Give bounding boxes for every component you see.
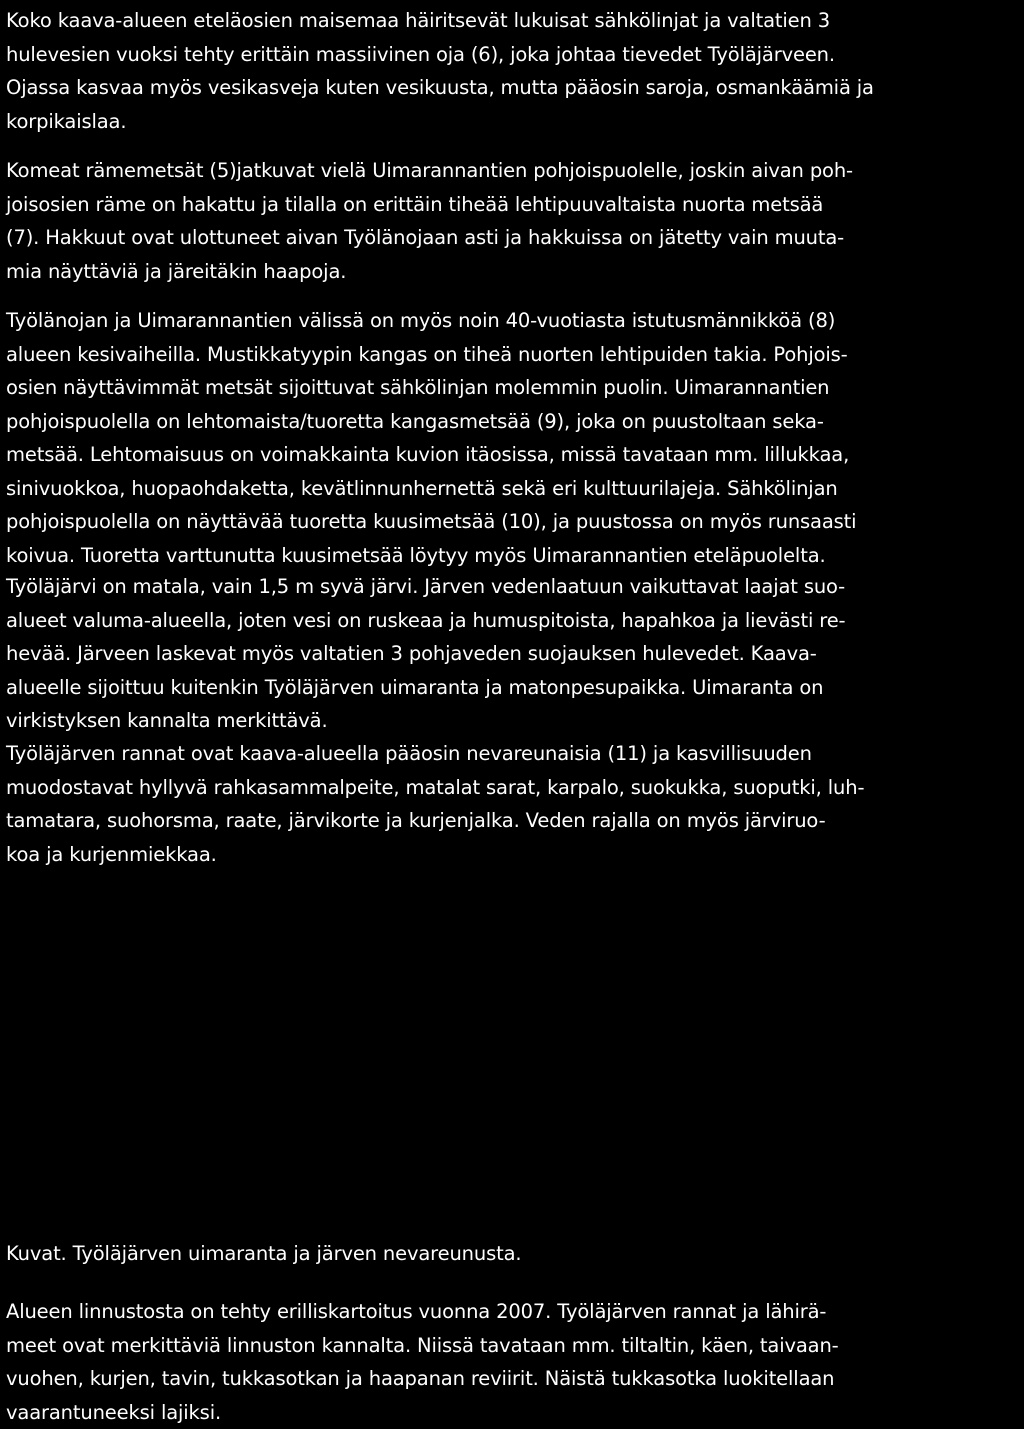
photo-area xyxy=(6,880,1018,1220)
paragraph-pine-bog-forests: Komeat rämemetsät (5)jatkuvat vielä Uimarannantien pohjoispuolelle, joskin aivan poh- joisosien räme on hakattu ja tilalla on erittäin tiheää lehtipuuvaltaista nuorta metsää (7). Hakkuut ovat ulottuneet aivan Työlänojaan asti ja hakkuissa on jätetty vain muuta- mia näyttäviä ja järeitäkin haapoja. xyxy=(6,159,853,283)
paragraph-lake-shores: Työläjärven rannat ovat kaava-alueella pääosin nevareunaisia (11) ja kasvillisuuden muodostavat hyllyvä rahkasammalpeite, matalat sarat, karpalo, suokukka, suoputki, luh- tamatara, suohorsma, raate, järvikorte ja kurjenjalka. Veden rajalla on myös järviruo- koa ja kurjenmiekkaa. xyxy=(6,742,865,866)
paragraph-pine-plantation: Työlänojan ja Uimarannantien välissä on myös noin 40-vuotiasta istutusmännikköä (8) alueen kesivaiheilla. Mustikkatyypin kangas on tiheä nuorten lehtipuiden takia. Pohjois- osien näyttävimmät metsät sijoittuvat sähkölinjan molemmin puolin. Uimarannantien pohjoispuolella on lehtomaista/tuoretta kangasmetsää (9), joka on puustoltaan seka- metsää. Lehtomaisuus on voimakkainta kuvion itäosissa, missä tavataan mm. lillukkaa, sinivuokkoa, huopaohdaketta, kevätlinnunhernettä sekä eri kulttuurilajeja. Sähkölinjan pohjoispuolella on näyttävää tuoretta kuusimetsää (10), ja puustossa on myös runsaasti koivua. Tuoretta varttunutta kuusimetsää löytyy myös Uimarannantien eteläpuolelta. xyxy=(6,309,857,567)
figure-caption: Kuvat. Työläjärven uimaranta ja järven nevareunusta. xyxy=(6,1242,522,1265)
paragraph-landscape-south: Koko kaava-alueen eteläosien maisemaa häiritsevät lukuisat sähkölinjat ja valtatien 3 hulevesien vuoksi tehty erittäin massiivinen oja (6), joka johtaa tievedet Työläjärveen. Ojassa kasvaa myös vesikasveja kuten vesikuusta, mutta pääosin saroja, osmankäämiä ja korpikaislaa. xyxy=(6,9,874,133)
paragraph-birdlife: Alueen linnustosta on tehty erilliskartoitus vuonna 2007. Työläjärven rannat ja lähirä- meet ovat merkittäviä linnuston kannalta. Niissä tavataan mm. tiltaltin, käen, taivaan- vuohen, kurjen, tavin, tukkasotkan ja haapanan reviirit. Näistä tukkasotka luokitellaan vaarantuneeksi lajiksi. xyxy=(6,1300,839,1424)
paragraph-lake-description: Työläjärvi on matala, vain 1,5 m syvä järvi. Järven vedenlaatuun vaikuttavat laajat suo- alueet valuma-alueella, joten vesi on ruskeaa ja humuspitoista, hapahkoa ja lievästi re- hevää. Järveen laskevat myös valtatien 3 pohjaveden suojauksen hulevedet. Kaava- alueelle sijoittuu kuitenkin Työläjärven uimaranta ja matonpesupaikka. Uimaranta on virkistyksen kannalta merkittävä. xyxy=(6,575,846,732)
document-page xyxy=(6,0,1018,1424)
